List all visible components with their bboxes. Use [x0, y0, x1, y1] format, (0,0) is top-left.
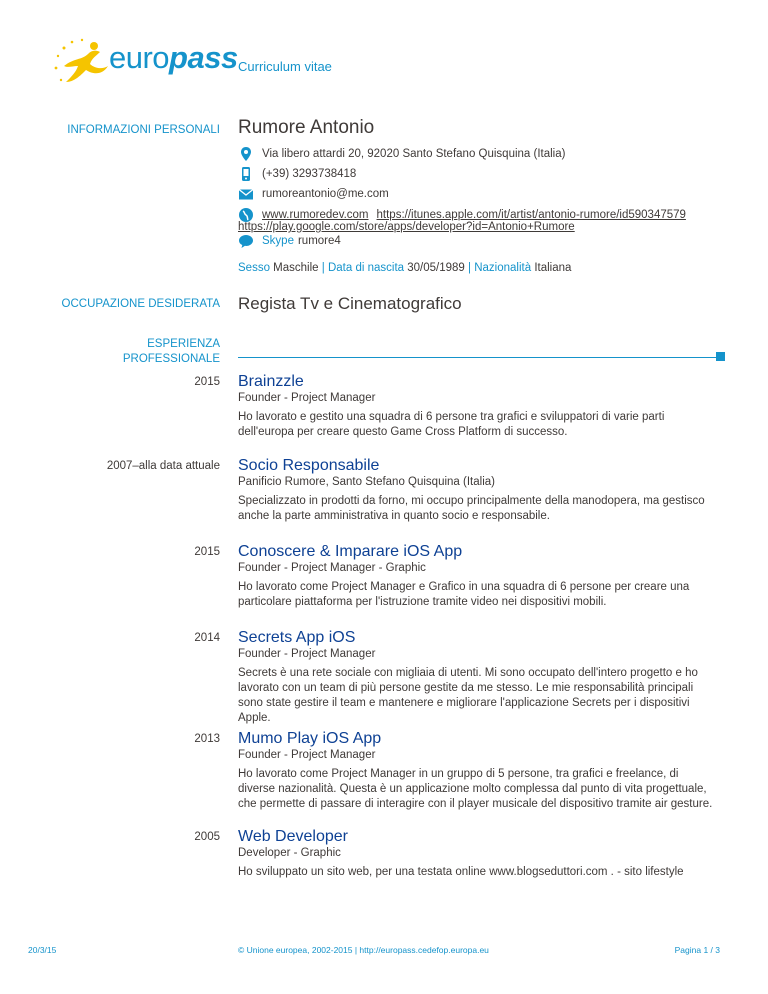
experience-description: Ho sviluppato un sito web, per una testata online www.blogseduttori.com . - sito lifestyle: [238, 866, 684, 878]
website-link-3[interactable]: https://play.google.com/store/apps/developer?id=Antonio+Rumore: [238, 221, 575, 233]
nationality-value: Italiana: [534, 262, 572, 274]
experience-label-line1: ESPERIENZA: [147, 338, 220, 350]
experience-date: 2013: [194, 733, 220, 745]
europass-figure-icon: [52, 36, 112, 92]
europass-logo: [52, 36, 252, 92]
nationality-label: Nazionalità: [474, 262, 532, 274]
chat-bubble-icon: [238, 233, 254, 249]
address-row: [238, 146, 565, 162]
experience-description: Secrets è una rete sociale con migliaia di utenti. Mi sono occupato dell'intero progetto e ho lavorato con un team di più persone gestite da me stesso. Le mie responsabilità principali sono state gestire il team e mantenere e migliorare l'applicazione Secrets per i dispositivi Apple.: [238, 667, 698, 724]
section-divider-marker: [716, 352, 725, 361]
europass-wordmark: europass: [109, 40, 238, 75]
separator: |: [321, 262, 325, 274]
section-divider: [238, 357, 716, 358]
email-row: [238, 186, 389, 202]
birth-label: Data di nascita: [327, 262, 405, 274]
experience-subtitle: Founder - Project Manager: [238, 648, 376, 660]
desired-occupation-label: OCCUPAZIONE DESIDERATA: [61, 298, 220, 310]
experience-title: Brainzzle: [238, 373, 304, 390]
experience-subtitle: Panificio Rumore, Santo Stefano Quisquina (Italia): [238, 476, 495, 488]
website-row-2: [238, 221, 575, 233]
experience-description: Specializzato in prodotti da forno, mi occupo principalmente della manodopera, ma gestisco anche la parte amministrativa in quanto socio e responsabile.: [238, 495, 705, 522]
website-link-1[interactable]: www.rumoredev.com: [262, 209, 369, 221]
birth-value: 30/05/1989: [407, 262, 465, 274]
experience-subtitle: Founder - Project Manager: [238, 392, 376, 404]
mobile-phone-icon: [238, 166, 254, 182]
experience-title: Web Developer: [238, 828, 348, 845]
experience-subtitle: Founder - Project Manager: [238, 749, 376, 761]
address-text: Via libero attardi 20, 92020 Santo Stefano Quisquina (Italia): [262, 148, 566, 160]
experience-label: [0, 337, 220, 367]
separator: |: [468, 262, 472, 274]
email-text[interactable]: rumoreantonio@me.com: [262, 188, 389, 200]
personal-info-label: INFORMAZIONI PERSONALI: [67, 124, 220, 136]
experience-date: 2015: [194, 546, 220, 558]
footer-page-number: Pagina 1 / 3: [674, 945, 720, 955]
sex-label: Sesso: [238, 262, 270, 274]
document-title: Curriculum vitae: [238, 59, 332, 74]
experience-subtitle: Founder - Project Manager - Graphic: [238, 562, 426, 574]
experience-title: Conoscere & Imparare iOS App: [238, 543, 463, 560]
experience-date: 2005: [194, 831, 220, 843]
experience-title: Secrets App iOS: [238, 629, 356, 646]
candidate-name: Rumore Antonio: [238, 117, 375, 138]
experience-title: Mumo Play iOS App: [238, 730, 382, 747]
sex-value: Maschile: [273, 262, 319, 274]
experience-description: Ho lavorato e gestito una squadra di 6 persone tra grafici e sviluppatori di varie parti dell'europa per creare questo Game Cross Platform di successo.: [238, 411, 665, 438]
experience-date: 2007–alla data attuale: [106, 460, 220, 472]
skype-value: rumore4: [297, 235, 341, 247]
footer-date: 20/3/15: [28, 945, 57, 955]
phone-text: (+39) 3293738418: [262, 168, 357, 180]
footer-copyright[interactable]: © Unione europea, 2002-2015 | http://europass.cedefop.europa.eu: [238, 945, 489, 955]
experience-label-line2: PROFESSIONALE: [122, 353, 220, 365]
desired-occupation-value: Regista Tv e Cinematografico: [238, 294, 462, 313]
personal-details-row: [238, 262, 571, 274]
skype-row: [238, 233, 341, 249]
experience-title: Socio Responsabile: [238, 457, 380, 474]
experience-description: Ho lavorato come Project Manager in un gruppo di 5 persone, tra grafici e freelance, di diverse nazionalità. Questa è un applicazione molto complessa dal punto di vita progettuale, che permette di passare di interagire con il player musicale del dispositivo tramite air gesture.: [238, 768, 713, 810]
phone-row: [238, 166, 356, 182]
email-envelope-icon: [238, 186, 254, 202]
experience-subtitle: Developer - Graphic: [238, 847, 341, 859]
website-link-2[interactable]: https://itunes.apple.com/it/artist/antonio-rumore/id590347579: [376, 209, 686, 221]
experience-description: Ho lavorato come Project Manager e Grafico in una squadra di 6 persone per creare una particolare piattaforma per l'istruzione tramite video nei dispositivi mobili.: [238, 581, 690, 608]
experience-date: 2015: [194, 376, 220, 388]
skype-label: Skype: [262, 235, 294, 247]
experience-date: 2014: [194, 632, 220, 644]
location-pin-icon: [238, 146, 254, 162]
